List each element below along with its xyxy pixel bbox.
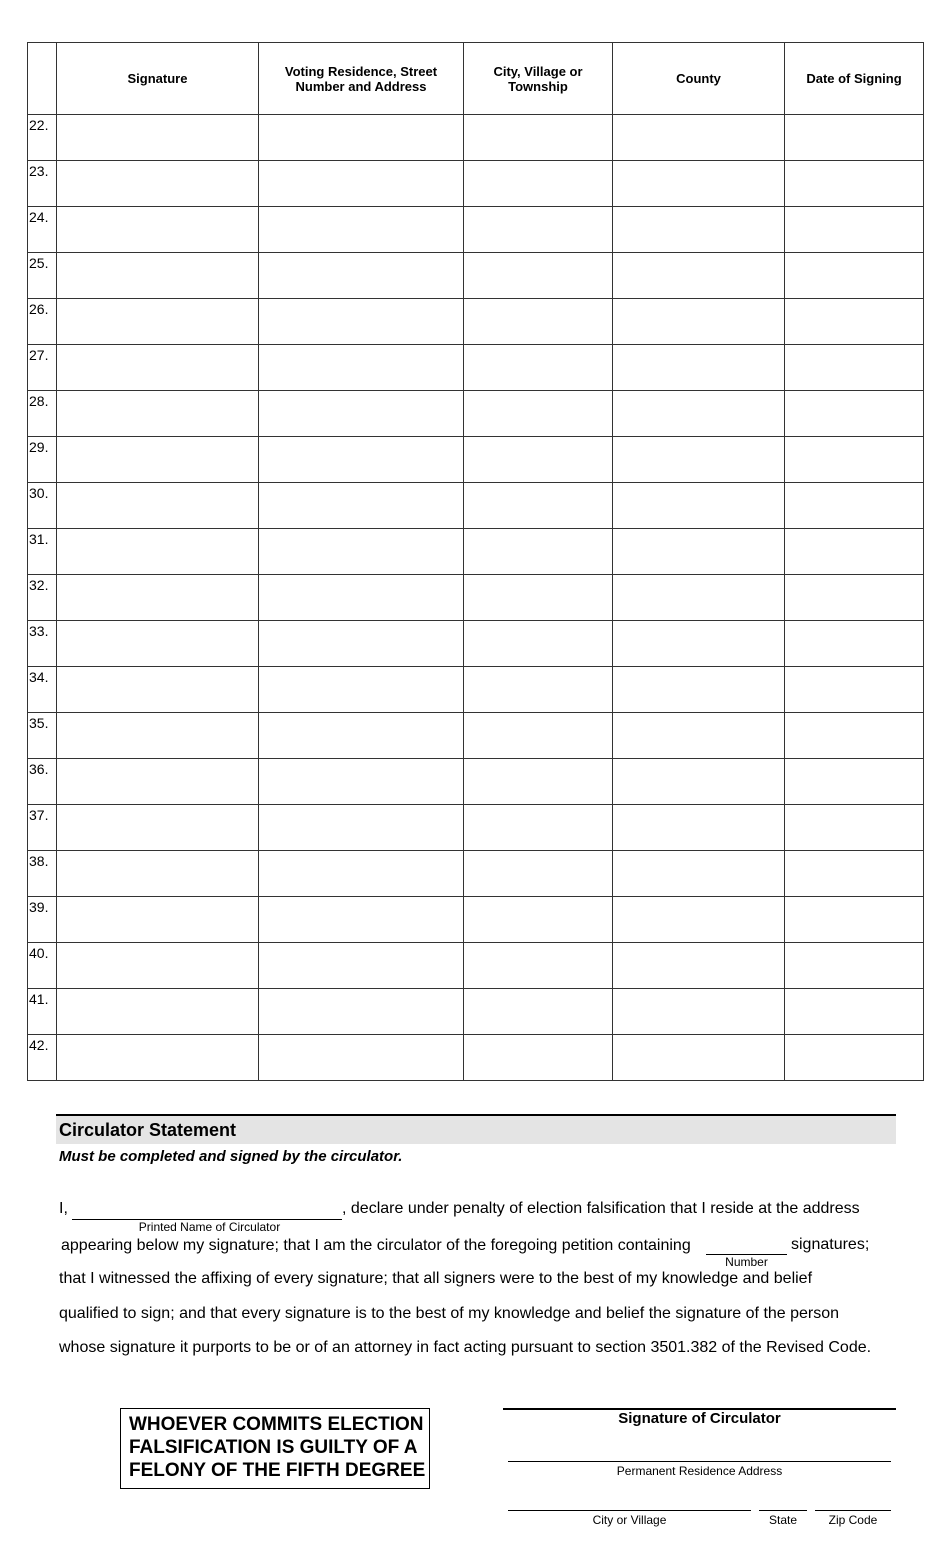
- date-cell[interactable]: [785, 759, 924, 805]
- signature-cell[interactable]: [57, 943, 259, 989]
- table-row: [28, 345, 924, 391]
- voting-residence-cell[interactable]: [259, 805, 464, 851]
- date-cell[interactable]: [785, 1035, 924, 1081]
- voting-residence-cell[interactable]: [259, 207, 464, 253]
- city-cell[interactable]: [464, 759, 613, 805]
- signature-cell[interactable]: [57, 851, 259, 897]
- row-number: 38.: [28, 851, 57, 897]
- voting-residence-cell[interactable]: [259, 391, 464, 437]
- voting-residence-cell[interactable]: [259, 253, 464, 299]
- table-row: [28, 897, 924, 943]
- table-row: [28, 115, 924, 161]
- date-cell[interactable]: [785, 437, 924, 483]
- signature-cell[interactable]: [57, 897, 259, 943]
- row-number: 24.: [28, 207, 57, 253]
- header-signature: Signature: [57, 43, 259, 115]
- voting-residence-cell[interactable]: [259, 1035, 464, 1081]
- date-cell[interactable]: [785, 207, 924, 253]
- row-number: 39.: [28, 897, 57, 943]
- table-row: [28, 713, 924, 759]
- signature-cell[interactable]: [57, 437, 259, 483]
- statement-line5: whose signature it purports to be or of an attorney in fact acting pursuant to section 3501.382 of the Revised Code.: [59, 1339, 872, 1356]
- row-number: 41.: [28, 989, 57, 1035]
- voting-residence-cell[interactable]: [259, 345, 464, 391]
- city-cell[interactable]: [464, 667, 613, 713]
- county-cell[interactable]: [613, 299, 785, 345]
- row-number: 34.: [28, 667, 57, 713]
- city-cell[interactable]: [464, 621, 613, 667]
- date-cell[interactable]: [785, 897, 924, 943]
- row-number: 28.: [28, 391, 57, 437]
- signature-cell[interactable]: [57, 621, 259, 667]
- voting-residence-cell[interactable]: [259, 575, 464, 621]
- signature-cell[interactable]: [57, 483, 259, 529]
- table-row: [28, 759, 924, 805]
- table-row: [28, 253, 924, 299]
- signature-cell[interactable]: [57, 805, 259, 851]
- signature-cell[interactable]: [57, 759, 259, 805]
- statement-line1-suffix: , declare under penalty of election falsification that I reside at the address: [342, 1200, 860, 1217]
- signature-cell[interactable]: [57, 575, 259, 621]
- voting-residence-cell[interactable]: [259, 529, 464, 575]
- row-number: 29.: [28, 437, 57, 483]
- county-cell[interactable]: [613, 1035, 785, 1081]
- warning-line: FELONY OF THE FIFTH DEGREE: [129, 1460, 426, 1481]
- state-label: State: [768, 1513, 798, 1527]
- table-row: [28, 391, 924, 437]
- table-row: [28, 805, 924, 851]
- county-cell[interactable]: [613, 897, 785, 943]
- voting-residence-cell[interactable]: [259, 115, 464, 161]
- date-cell[interactable]: [785, 161, 924, 207]
- city-cell[interactable]: [464, 989, 613, 1035]
- city-cell[interactable]: [464, 713, 613, 759]
- row-number: 35.: [28, 713, 57, 759]
- signature-cell[interactable]: [57, 1035, 259, 1081]
- voting-residence-cell[interactable]: [259, 851, 464, 897]
- voting-residence-cell[interactable]: [259, 161, 464, 207]
- date-cell[interactable]: [785, 529, 924, 575]
- table-header-row: [28, 43, 924, 115]
- date-cell[interactable]: [785, 299, 924, 345]
- signature-cell[interactable]: [57, 989, 259, 1035]
- signature-table: [27, 42, 924, 1081]
- number-caption: Number: [725, 1255, 768, 1269]
- city-cell[interactable]: [464, 805, 613, 851]
- county-cell[interactable]: [613, 851, 785, 897]
- row-number: 27.: [28, 345, 57, 391]
- date-cell[interactable]: [785, 943, 924, 989]
- city-cell[interactable]: [464, 345, 613, 391]
- voting-residence-cell[interactable]: [259, 483, 464, 529]
- statement-line3: that I witnessed the affixing of every signature; that all signers were to the best of my knowledge and belief: [59, 1270, 813, 1287]
- warning-line: WHOEVER COMMITS ELECTION: [129, 1414, 424, 1435]
- residence-address-field[interactable]: [508, 1461, 891, 1462]
- date-cell[interactable]: [785, 391, 924, 437]
- county-cell[interactable]: [613, 621, 785, 667]
- date-cell[interactable]: [785, 713, 924, 759]
- date-cell[interactable]: [785, 345, 924, 391]
- city-cell[interactable]: [464, 483, 613, 529]
- table-row: [28, 161, 924, 207]
- city-cell[interactable]: [464, 299, 613, 345]
- city-cell[interactable]: [464, 943, 613, 989]
- statement-line2-suffix: signatures;: [791, 1236, 870, 1253]
- table-row: [28, 667, 924, 713]
- county-cell[interactable]: [613, 437, 785, 483]
- signature-cell[interactable]: [57, 391, 259, 437]
- zip-code-label: Zip Code: [828, 1513, 878, 1527]
- date-cell[interactable]: [785, 115, 924, 161]
- city-cell[interactable]: [464, 575, 613, 621]
- city-cell[interactable]: [464, 253, 613, 299]
- signature-cell[interactable]: [57, 713, 259, 759]
- city-village-label: City or Village: [592, 1513, 667, 1527]
- table-row: [28, 437, 924, 483]
- county-cell[interactable]: [613, 805, 785, 851]
- city-cell[interactable]: [464, 161, 613, 207]
- county-cell[interactable]: [613, 713, 785, 759]
- statement-line2-prefix: appearing below my signature; that I am the circulator of the foregoing petition containing: [61, 1237, 691, 1254]
- row-number: 40.: [28, 943, 57, 989]
- row-number: 32.: [28, 575, 57, 621]
- date-cell[interactable]: [785, 667, 924, 713]
- row-number: 31.: [28, 529, 57, 575]
- header-date-of-signing: Date of Signing: [785, 43, 924, 115]
- header-city-village-township: City, Village or Township: [464, 43, 613, 115]
- header-voting-residence: Voting Residence, Street Number and Address: [259, 43, 464, 115]
- signature-cell[interactable]: [57, 207, 259, 253]
- signature-cell[interactable]: [57, 345, 259, 391]
- table-row: [28, 621, 924, 667]
- county-cell[interactable]: [613, 207, 785, 253]
- voting-residence-cell[interactable]: [259, 897, 464, 943]
- row-number: 26.: [28, 299, 57, 345]
- printed-name-caption: Printed Name of Circulator: [138, 1220, 281, 1234]
- header-number: [28, 43, 57, 115]
- header-county: County: [613, 43, 785, 115]
- state-field[interactable]: [759, 1510, 807, 1511]
- county-cell[interactable]: [613, 391, 785, 437]
- county-cell[interactable]: [613, 529, 785, 575]
- table-row: [28, 529, 924, 575]
- row-number: 37.: [28, 805, 57, 851]
- row-number: 22.: [28, 115, 57, 161]
- county-cell[interactable]: [613, 161, 785, 207]
- county-cell[interactable]: [613, 253, 785, 299]
- voting-residence-cell[interactable]: [259, 989, 464, 1035]
- county-cell[interactable]: [613, 115, 785, 161]
- county-cell[interactable]: [613, 943, 785, 989]
- signature-cell[interactable]: [57, 253, 259, 299]
- date-cell[interactable]: [785, 483, 924, 529]
- statement-line4: qualified to sign; and that every signature is to the best of my knowledge and belief the signature of the person: [59, 1305, 840, 1322]
- table-row: [28, 851, 924, 897]
- table-row: [28, 207, 924, 253]
- row-number: 33.: [28, 621, 57, 667]
- city-cell[interactable]: [464, 115, 613, 161]
- signature-cell[interactable]: [57, 115, 259, 161]
- zip-code-field[interactable]: [815, 1510, 891, 1511]
- row-number: 42.: [28, 1035, 57, 1081]
- row-number: 30.: [28, 483, 57, 529]
- signature-cell[interactable]: [57, 299, 259, 345]
- date-cell[interactable]: [785, 575, 924, 621]
- date-cell[interactable]: [785, 989, 924, 1035]
- county-cell[interactable]: [613, 989, 785, 1035]
- circulator-statement-heading: Circulator Statement: [56, 1116, 896, 1144]
- residence-address-label: Permanent Residence Address: [616, 1464, 783, 1478]
- county-cell[interactable]: [613, 575, 785, 621]
- date-cell[interactable]: [785, 253, 924, 299]
- table-row: [28, 1035, 924, 1081]
- county-cell[interactable]: [613, 667, 785, 713]
- felony-warning-box: [120, 1408, 430, 1489]
- city-cell[interactable]: [464, 1035, 613, 1081]
- city-cell[interactable]: [464, 391, 613, 437]
- voting-residence-cell[interactable]: [259, 299, 464, 345]
- city-cell[interactable]: [464, 437, 613, 483]
- signature-cell[interactable]: [57, 529, 259, 575]
- table-row: [28, 483, 924, 529]
- voting-residence-cell[interactable]: [259, 713, 464, 759]
- table-row: [28, 989, 924, 1035]
- voting-residence-cell[interactable]: [259, 437, 464, 483]
- row-number: 23.: [28, 161, 57, 207]
- voting-residence-cell[interactable]: [259, 759, 464, 805]
- city-cell[interactable]: [464, 529, 613, 575]
- city-cell[interactable]: [464, 897, 613, 943]
- warning-line: FALSIFICATION IS GUILTY OF A: [129, 1437, 418, 1458]
- signature-cell[interactable]: [57, 667, 259, 713]
- voting-residence-cell[interactable]: [259, 667, 464, 713]
- voting-residence-cell[interactable]: [259, 943, 464, 989]
- voting-residence-cell[interactable]: [259, 621, 464, 667]
- city-cell[interactable]: [464, 207, 613, 253]
- table-row: [28, 943, 924, 989]
- table-row: [28, 299, 924, 345]
- date-cell[interactable]: [785, 851, 924, 897]
- row-number: 36.: [28, 759, 57, 805]
- county-cell[interactable]: [613, 483, 785, 529]
- circulator-signature-label: Signature of Circulator: [618, 1410, 781, 1427]
- date-cell[interactable]: [785, 805, 924, 851]
- city-village-field[interactable]: [508, 1510, 751, 1511]
- signature-cell[interactable]: [57, 161, 259, 207]
- county-cell[interactable]: [613, 759, 785, 805]
- row-number: 25.: [28, 253, 57, 299]
- circulator-statement-subheading: Must be completed and signed by the circulator.: [59, 1148, 403, 1165]
- table-row: [28, 575, 924, 621]
- statement-line1-prefix: I,: [59, 1200, 68, 1217]
- date-cell[interactable]: [785, 621, 924, 667]
- city-cell[interactable]: [464, 851, 613, 897]
- county-cell[interactable]: [613, 345, 785, 391]
